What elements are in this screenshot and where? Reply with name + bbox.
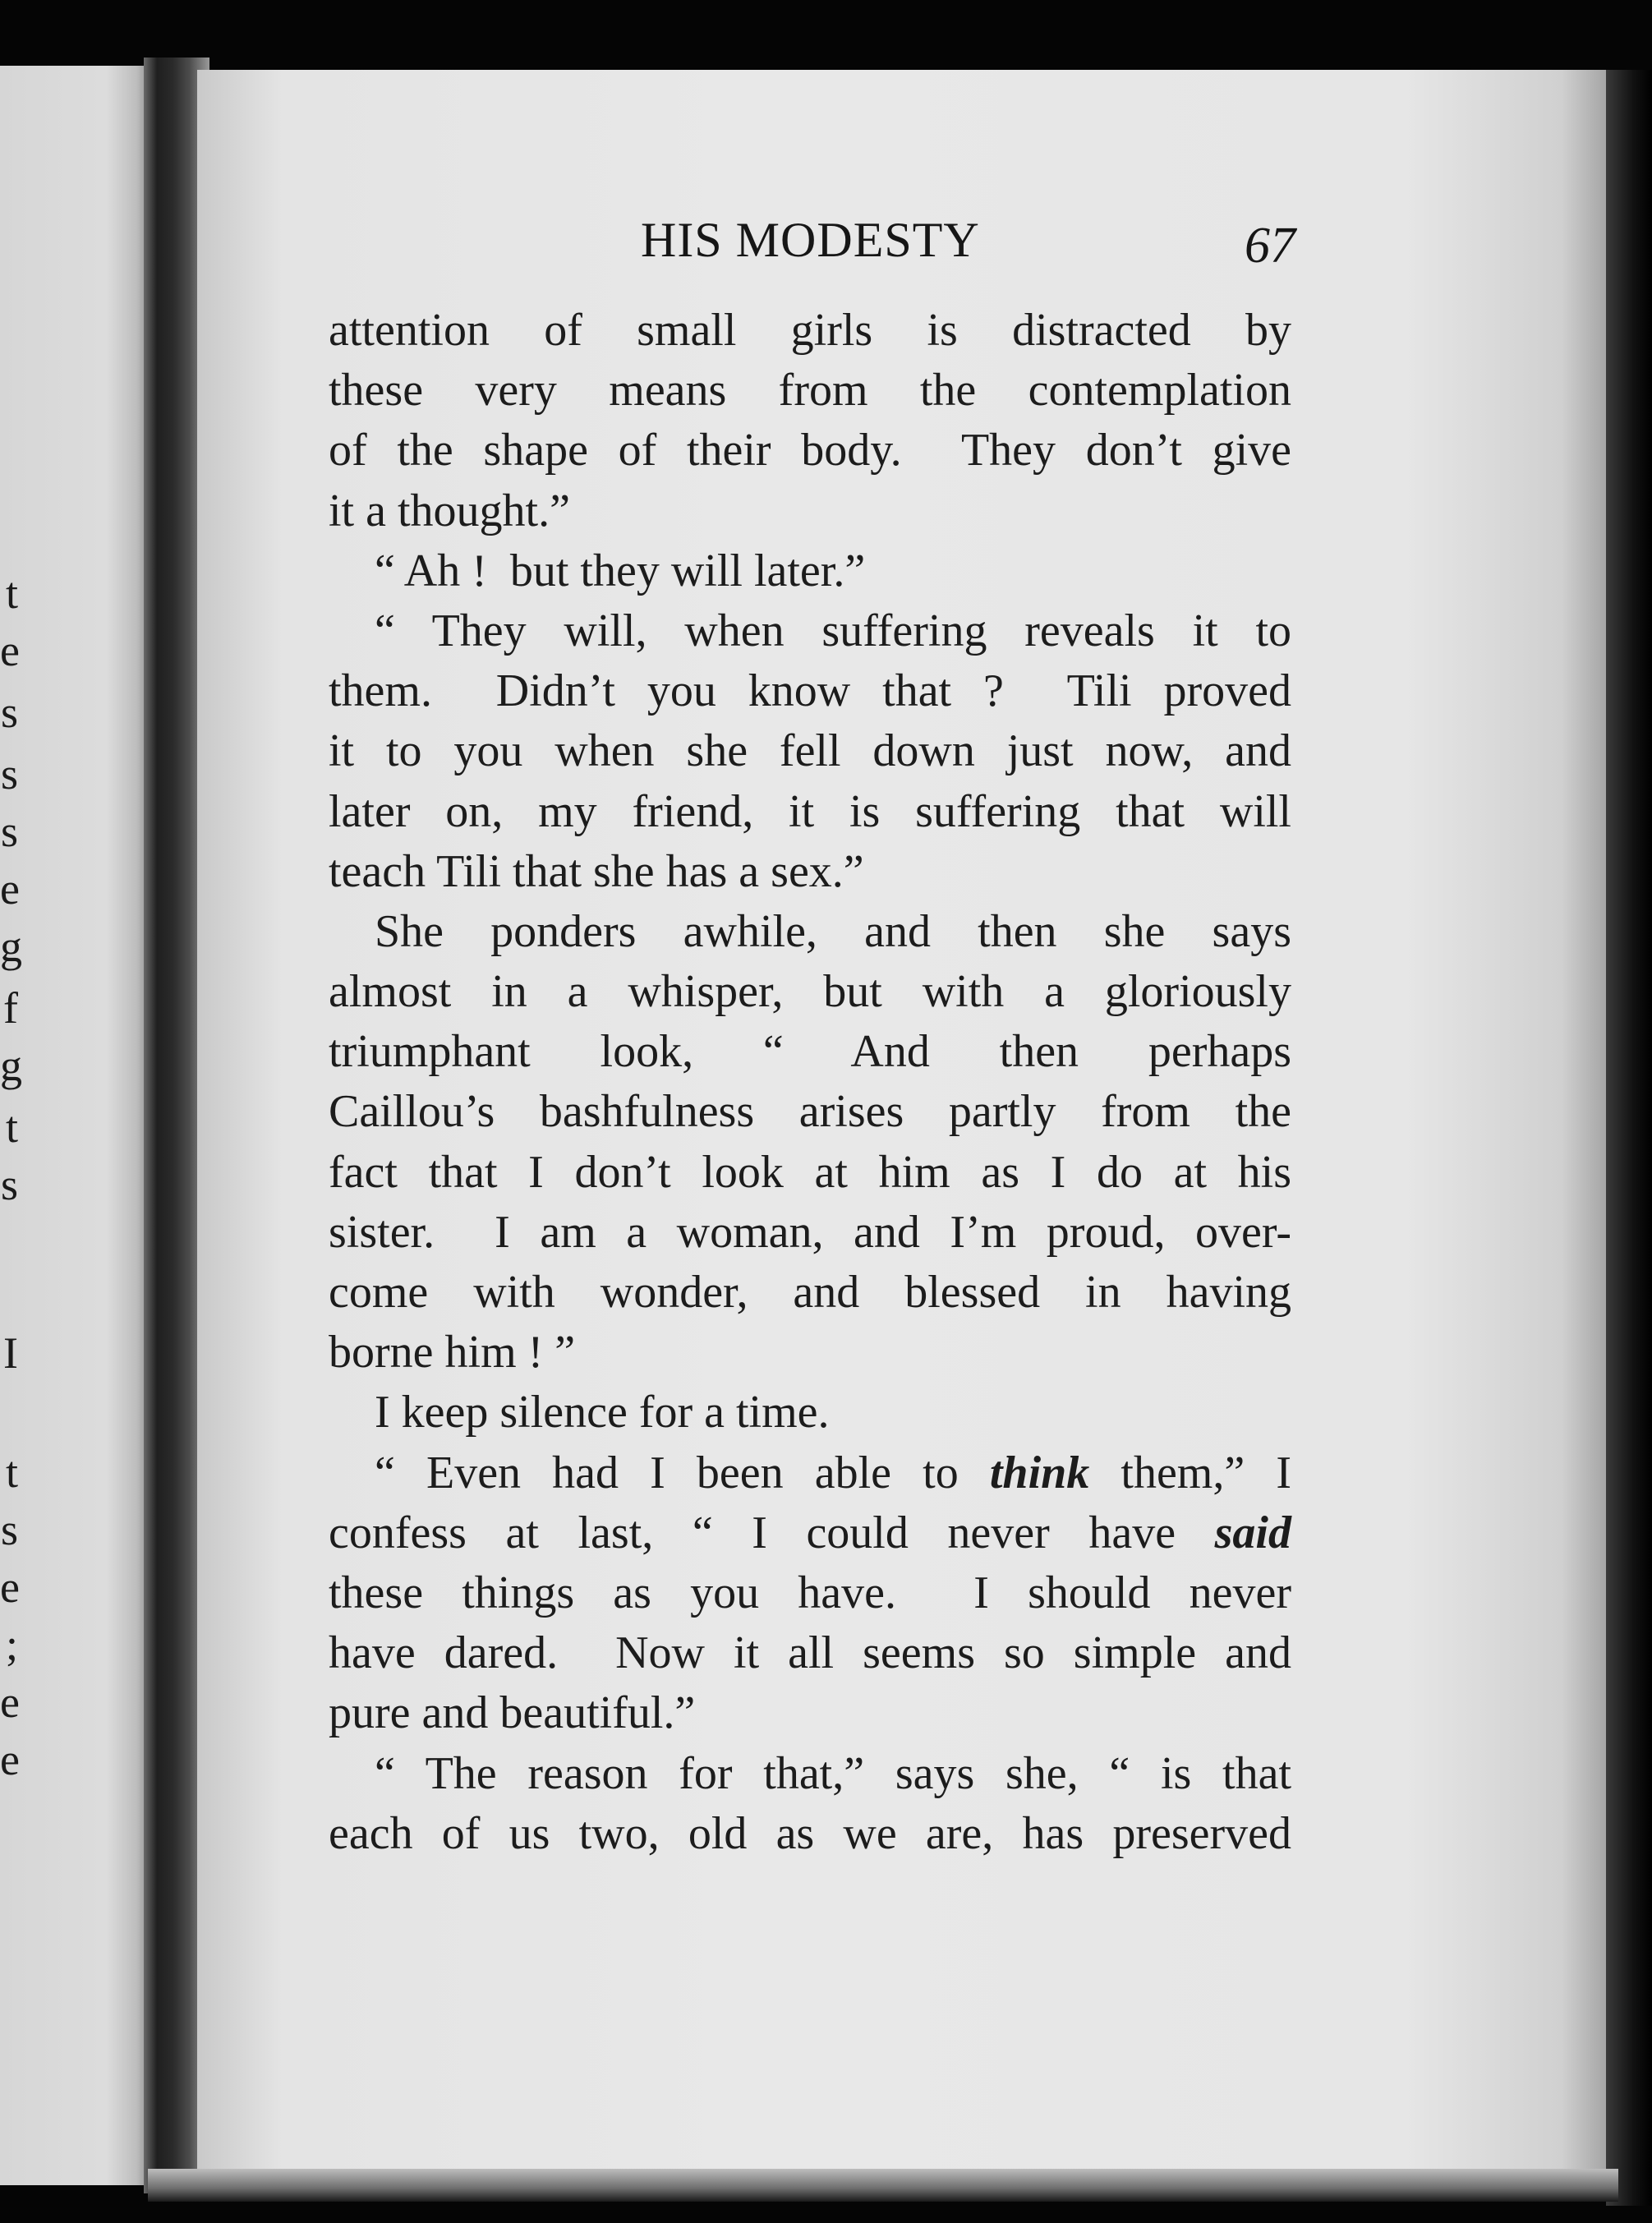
- text-line: [329, 962, 1291, 1022]
- body-text: [329, 301, 1291, 1864]
- text-segment: attention of small girls is distracted by: [329, 305, 1291, 356]
- facing-page-edge: [0, 66, 152, 2185]
- facing-page-letter: s: [0, 807, 18, 856]
- facing-page-letter: g: [0, 922, 22, 971]
- text-segment: it a thought.”: [329, 485, 570, 536]
- text-segment: “ Even had I been able to: [375, 1447, 990, 1498]
- text-line: [329, 1683, 1291, 1743]
- text-line: [329, 1443, 1291, 1503]
- text-segment: it to you when she fell down just now, and: [329, 725, 1291, 777]
- text-line: [329, 421, 1291, 481]
- running-head-title: HIS MODESTY: [641, 213, 980, 267]
- text-segment: almost in a whisper, but with a gloriously: [329, 966, 1291, 1018]
- text-segment: them. Didn’t you know that ? Tili proved: [329, 665, 1291, 717]
- text-line: [329, 1804, 1291, 1864]
- text-segment: sister. I am a woman, and I’m proud, over-: [329, 1206, 1291, 1258]
- text-line: [329, 782, 1291, 842]
- running-head: [633, 212, 1295, 278]
- text-line: [329, 1323, 1291, 1383]
- text-segment: “ Ah ! but they will later.”: [375, 545, 866, 596]
- facing-page-letter: g: [0, 1041, 22, 1090]
- text-line: [329, 1203, 1291, 1263]
- text-line: [329, 1263, 1291, 1323]
- facing-page-letter: f: [3, 983, 18, 1033]
- text-line: [329, 541, 1291, 601]
- text-line: [329, 601, 1291, 661]
- facing-page-letter: e: [0, 864, 20, 914]
- text-line: [329, 902, 1291, 962]
- text-segment: Caillou’s bashfulness arises partly from the: [329, 1086, 1291, 1138]
- text-line: [329, 301, 1291, 361]
- text-line: [329, 842, 1291, 902]
- facing-page-letter: t: [5, 1102, 18, 1152]
- text-segment: triumphant look, “ And then perhaps: [329, 1026, 1291, 1078]
- text-line: [329, 1503, 1291, 1563]
- facing-page-letter: s: [0, 1160, 18, 1209]
- facing-page-letter: e: [0, 1735, 20, 1784]
- facing-page-letter: e: [0, 626, 20, 675]
- text-segment: have dared. Now it all seems so simple and: [329, 1627, 1291, 1679]
- text-line: [329, 1744, 1291, 1804]
- text-segment: these things as you have. I should never: [329, 1567, 1291, 1618]
- text-segment: come with wonder, and blessed in having: [329, 1267, 1291, 1318]
- emphasized-word: think: [989, 1447, 1090, 1498]
- text-segment: “ The reason for that,” says she, “ is that: [375, 1747, 1291, 1799]
- text-segment: “ They will, when suffering reveals it to: [375, 605, 1291, 656]
- text-segment: pure and beautiful.”: [329, 1687, 696, 1739]
- facing-page-letter: t: [5, 568, 18, 618]
- text-segment: teach Tili that she has a sex.”: [329, 845, 864, 897]
- text-segment: these very means from the contemplation: [329, 365, 1291, 417]
- text-segment: confess at last, “ I could never have: [329, 1507, 1215, 1558]
- text-line: [329, 1022, 1291, 1082]
- facing-page-letter: s: [0, 1505, 18, 1554]
- page-right-edge: [1606, 70, 1652, 2206]
- facing-page-letter: s: [0, 688, 18, 737]
- facing-page-letter: ;: [5, 1620, 18, 1669]
- facing-page-letter: e: [0, 1678, 20, 1727]
- text-line: [329, 721, 1291, 781]
- facing-page-letter: t: [5, 1447, 18, 1497]
- text-line: [329, 1082, 1291, 1142]
- text-line: [329, 1383, 1291, 1443]
- text-line: [329, 1623, 1291, 1683]
- text-segment: fact that I don’t look at him as I do at his: [329, 1146, 1291, 1198]
- text-segment: each of us two, old as we are, has preserved: [329, 1807, 1291, 1859]
- facing-page-letter: I: [3, 1328, 18, 1378]
- emphasized-word: said: [1214, 1507, 1291, 1558]
- text-line: [329, 1563, 1291, 1623]
- facing-page-letter: s: [0, 749, 18, 799]
- text-line: [329, 481, 1291, 541]
- page-bottom-edge: [148, 2169, 1618, 2202]
- text-segment: borne him ! ”: [329, 1327, 576, 1378]
- text-line: [329, 661, 1291, 721]
- text-segment: of the shape of their body. They don’t give: [329, 425, 1291, 476]
- text-segment: them,” I: [1089, 1447, 1291, 1498]
- text-segment: I keep silence for a time.: [375, 1387, 830, 1438]
- text-segment: She ponders awhile, and then she says: [375, 905, 1291, 957]
- text-line: [329, 1143, 1291, 1203]
- text-line: [329, 361, 1291, 421]
- page-number: 67: [1245, 218, 1295, 274]
- facing-page-letter: e: [0, 1563, 20, 1612]
- text-segment: later on, my friend, it is suffering that will: [329, 785, 1291, 837]
